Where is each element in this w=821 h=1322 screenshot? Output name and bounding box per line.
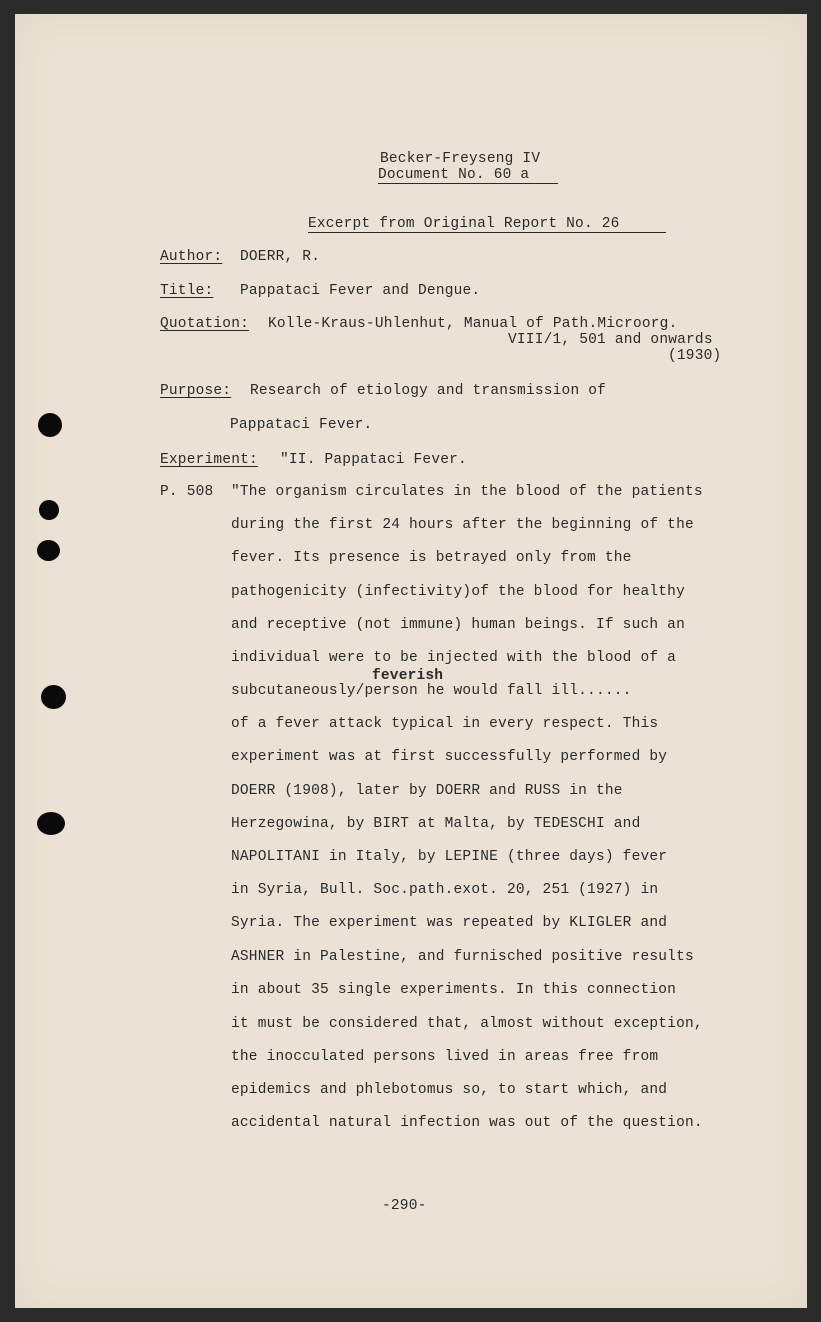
title-label: Title: bbox=[160, 283, 214, 299]
body-line: it must be considered that, almost without exception, bbox=[231, 1016, 703, 1032]
quotation-label: Quotation: bbox=[160, 316, 250, 332]
body-line: pathogenicity (infectivity)of the blood for healthy bbox=[231, 584, 685, 600]
purpose-line-1: Research of etiology and transmission of bbox=[250, 383, 607, 399]
body-line: Syria. The experiment was repeated by KLIGLER and bbox=[231, 915, 668, 931]
body-line: in about 35 single experiments. In this connection bbox=[231, 982, 677, 998]
body-line: NAPOLITANI in Italy, by LEPINE (three days) fever bbox=[231, 849, 668, 865]
body-line: and receptive (not immune) human beings. If such an bbox=[231, 617, 685, 633]
body-line: the inocculated persons lived in areas free from bbox=[231, 1049, 659, 1065]
body-line: subcutaneously/person he would fall ill...... bbox=[231, 683, 632, 699]
body-line: "The organism circulates in the blood of the patients bbox=[231, 484, 703, 500]
body-line: Herzegowina, by BIRT at Malta, by TEDESCHI and bbox=[231, 816, 641, 832]
document-series: Becker-Freyseng IV bbox=[380, 151, 541, 167]
body-line: during the first 24 hours after the beginning of the bbox=[231, 517, 694, 533]
excerpt-underline bbox=[308, 232, 666, 233]
punch-hole bbox=[38, 413, 62, 437]
purpose-line-2: Pappataci Fever. bbox=[230, 417, 373, 433]
quotation-line-3: (1930) bbox=[668, 348, 722, 364]
title-value: Pappataci Fever and Dengue. bbox=[240, 283, 481, 299]
body-line: DOERR (1908), later by DOERR and RUSS in the bbox=[231, 783, 623, 799]
body-line: epidemics and phlebotomus so, to start which, and bbox=[231, 1082, 668, 1098]
body-line: ASHNER in Palestine, and furnisched positive results bbox=[231, 949, 694, 965]
punch-hole bbox=[39, 500, 59, 520]
excerpt-heading: Excerpt from Original Report No. 26 bbox=[308, 216, 620, 232]
body-line: of a fever attack typical in every respect. This bbox=[231, 716, 659, 732]
body-line: accidental natural infection was out of the question. bbox=[231, 1115, 703, 1131]
page-number: -290- bbox=[382, 1198, 427, 1214]
body-line: fever. Its presence is betrayed only from the bbox=[231, 550, 632, 566]
experiment-label: Experiment: bbox=[160, 452, 258, 468]
purpose-label: Purpose: bbox=[160, 383, 232, 399]
punch-hole bbox=[37, 812, 65, 835]
experiment-value: "II. Pappataci Fever. bbox=[280, 452, 467, 468]
author-value: DOERR, R. bbox=[240, 249, 321, 265]
author-label: Author: bbox=[160, 249, 223, 265]
page-reference: P. 508 bbox=[160, 484, 214, 500]
body-line: individual were to be injected with the blood of a bbox=[231, 650, 677, 666]
document-number-underline bbox=[378, 183, 558, 184]
body-line: experiment was at first successfully performed by bbox=[231, 749, 668, 765]
handwritten-insertion: feverish bbox=[372, 668, 444, 684]
quotation-line-1: Kolle-Kraus-Uhlenhut, Manual of Path.Microorg. bbox=[268, 316, 678, 332]
punch-hole bbox=[41, 685, 66, 709]
document-number: Document No. 60 a bbox=[378, 167, 530, 183]
punch-hole bbox=[37, 540, 60, 561]
body-line: in Syria, Bull. Soc.path.exot. 20, 251 (1927) in bbox=[231, 882, 659, 898]
quotation-line-2: VIII/1, 501 and onwards bbox=[508, 332, 713, 348]
